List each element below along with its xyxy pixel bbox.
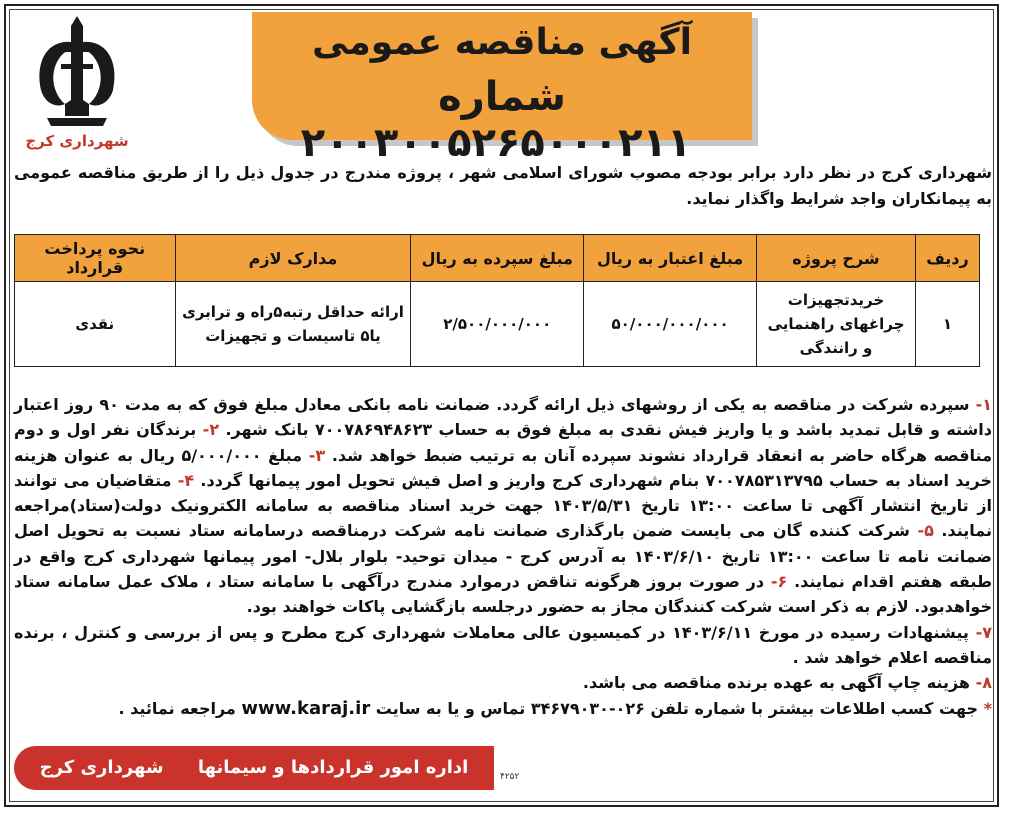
footer-municipality: شهرداری کرج xyxy=(39,757,164,778)
title-banner xyxy=(252,12,752,166)
condition-text-8: هزینه چاپ آگهی به عهده برنده مناقصه می باشد. xyxy=(582,673,971,693)
header-payment: نحوه پرداخت قرارداد xyxy=(15,235,176,282)
condition-marker-4: ۴- xyxy=(177,470,195,490)
header-documents: مدارک لازم xyxy=(175,235,411,282)
cell-description: خریدتجهیزات چراغهای راهنمایی و رانندگی xyxy=(757,282,916,367)
footer-department: اداره امور قراردادها و سیمانها xyxy=(197,757,469,778)
header-deposit: مبلغ سپرده به ریال xyxy=(411,235,584,282)
condition-paragraph-7 xyxy=(14,620,992,671)
cell-row-number: ۱ xyxy=(915,282,979,367)
condition-paragraph-8 xyxy=(14,670,992,695)
cell-documents: ارائه حداقل رتبه۵راه و ترابری یا۵ تاسیسات و تجهیزات xyxy=(175,282,411,367)
logo-text: شهرداری کرج xyxy=(25,132,129,150)
footer-bar xyxy=(14,746,494,790)
condition-text-7: پیشنهادات رسیده در مورخ ۱۴۰۳/۶/۱۱ در کمیسیون عالی معاملات شهرداری کرج مطرح و پس از بررسی و کنترل ، برنده مناقصه اعلام خواهد شد . xyxy=(14,622,992,667)
contact-text-after: مراجعه نمائید . xyxy=(118,698,236,718)
conditions-section xyxy=(14,392,992,721)
condition-text-1: سپرده شرکت در مناقصه به یکی از روشهای ذیل ارائه گردد. ضمانت نامه بانکی معادل مبلغ فوق که به مدت ۹۰ روز اعتبار داشته و قابل تمدید باشد و یا واریز فیش نقدی به مبلغ فوق به حساب ۷۰۰۷۸۶۹۴۸۶۲۳ بانک شهر. xyxy=(14,395,992,440)
table-header-row xyxy=(15,235,980,282)
contact-text-before: جهت کسب اطلاعات بیشتر با شماره تلفن ۰۲۶-۳۴۶۷۹۰۳۰ تماس و یا به سایت xyxy=(375,698,979,718)
header-description: شرح پروژه xyxy=(757,235,916,282)
website-link[interactable]: www.karaj.ir xyxy=(241,697,371,719)
condition-marker-8: ۸- xyxy=(975,673,992,693)
footer-code: ۴۲۵۲ xyxy=(500,772,520,782)
contact-line xyxy=(14,696,992,721)
cell-payment: نقدی xyxy=(15,282,176,367)
condition-text-2: برندگان نفر اول و دوم مناقصه هرگاه حاضر به انعقاد قرارداد نشوند سپرده آنان به ترتیب ضبط خواهد شد. xyxy=(14,420,992,465)
header-row-number: ردیف xyxy=(915,235,979,282)
intro-paragraph: شهرداری کرج در نظر دارد برابر بودجه مصوب شورای اسلامی شهر ، پروژه مندرج در جدول ذیل را از طریق مناقصه عمومی به پیمانکاران واجد شرایط واگذار نماید. xyxy=(14,163,992,208)
condition-marker-3: ۳- xyxy=(308,445,326,465)
municipality-logo xyxy=(22,12,132,152)
tender-number-label: شماره xyxy=(438,74,566,120)
tender-number-line xyxy=(252,74,752,166)
condition-text-6: در صورت بروز هرگونه تناقض درموارد مندرج درآگهی با سامانه ستاد ، ملاک عمل سامانه ستاد خواهدبود. لازم به ذکر است شرکت کنندگان مجاز به حضور درجلسه بازگشایی پاکات خواهند بود. xyxy=(14,572,992,617)
condition-text-4: متقاضیان می توانند از تاریخ انتشار آگهی تا ساعت ۱۳:۰۰ تاریخ ۱۴۰۳/۵/۳۱ جهت خرید اسناد مناقصه به سامانه الکترونیک دولت(ستاد)مراجعه نمایند. xyxy=(14,470,993,541)
cell-deposit: ۲/۵۰۰/۰۰۰/۰۰۰ xyxy=(411,282,584,367)
condition-marker-6: ۶- xyxy=(770,572,788,592)
conditions-paragraph-main xyxy=(14,392,992,620)
condition-marker-2: ۲- xyxy=(202,420,220,440)
condition-marker-1: ۱- xyxy=(975,395,992,414)
tender-table xyxy=(14,234,980,367)
karaj-emblem-icon xyxy=(27,12,127,130)
condition-text-3: مبلغ ۵/۰۰۰/۰۰۰ ریال به عنوان هزینه خرید اسناد به حساب ۷۰۰۷۸۵۳۱۳۷۹۵ بنام شهرداری کرج واریز و اصل فیش تحویل امور پیمانها گردد. xyxy=(14,445,993,490)
page-title: آگهی مناقصه عمومی xyxy=(312,22,692,63)
condition-marker-5: ۵- xyxy=(917,521,934,541)
tender-number: ۲۰۰۳۰۰۵۲۶۵۰۰۰۲۱۱ xyxy=(300,120,692,166)
cell-credit: ۵۰/۰۰۰/۰۰۰/۰۰۰ xyxy=(584,282,757,367)
condition-marker-7: ۷- xyxy=(975,622,992,642)
table-row xyxy=(15,282,980,367)
contact-bullet: * xyxy=(983,698,992,718)
condition-text-5: شرکت کننده گان می بایست ضمن بارگذاری ضمانت نامه شرکت درمناقصه درسامانه ستاد نسبت به تحویل اصل ضمانت نامه تا ساعت ۱۳:۰۰ تاریخ ۱۴۰۳/۶/۱۰ به آدرس کرج - میدان توحید- بلوار بلال- امور پیمانها شهرداری کرج واقع در طبقه هفتم اقدام نمایند. xyxy=(14,521,993,592)
header-credit: مبلغ اعتبار به ریال xyxy=(584,235,757,282)
